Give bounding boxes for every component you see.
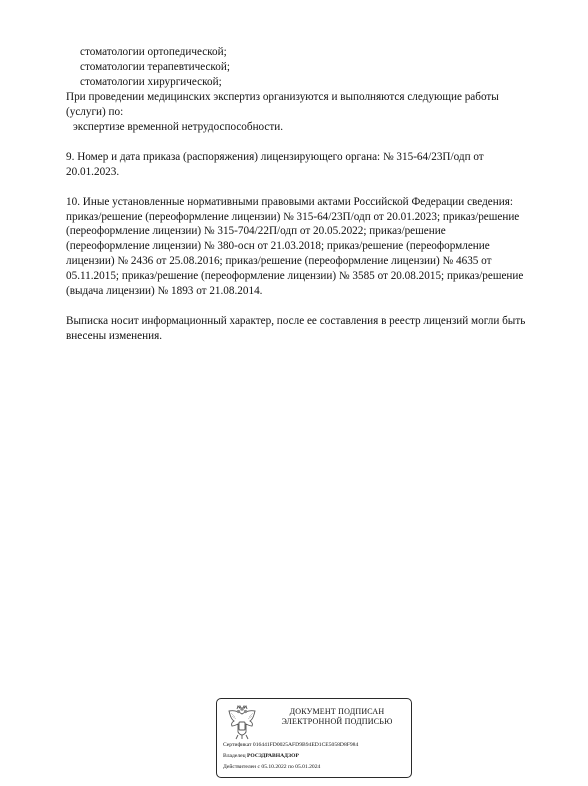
text-line: стоматологии хирургической; — [80, 76, 222, 88]
text-line: (переоформление лицензии) № 315-704/22П/одп от 20.05.2022; приказ/решение — [66, 225, 446, 237]
certificate-label: Сертификат — [223, 742, 252, 748]
text-line: Выписка носит информационный характер, после ее составления в реестр лицензий могли быть — [66, 315, 526, 327]
text-line: При проведении медицинских экспертиз организуются и выполняются следующие работы — [66, 91, 499, 103]
certificate-value: 016441FD0025AFD9B94ED1CE5058D8F984 — [252, 742, 359, 748]
text-line: (переоформление лицензии) № 380-осн от 21.03.2018; приказ/решение (переоформление — [66, 240, 490, 252]
text-line: 05.11.2015; приказ/решение (переоформление лицензии) № 3585 от 20.08.2015; приказ/решение — [66, 270, 524, 282]
text-line: внесены изменения. — [66, 330, 163, 342]
owner-line — [223, 752, 299, 760]
signature-stamp — [216, 698, 412, 778]
text-line: 20.01.2023. — [66, 166, 120, 178]
text-line: экспертизе временной нетрудоспособности. — [73, 121, 284, 133]
text-line: 10. Иные установленные нормативными правовыми актами Российской Федерации сведения: — [66, 196, 513, 208]
owner-label: Владелец — [223, 753, 246, 759]
russian-coat-of-arms-icon — [226, 705, 258, 741]
owner-value: РОСЗДРАВНАДЗОР — [247, 753, 299, 759]
stamp-subtitle: ЭЛЕКТРОННОЙ ПОДПИСЬЮ — [281, 717, 393, 726]
certificate-line — [223, 741, 358, 749]
text-line: стоматологии ортопедической; — [80, 46, 227, 58]
text-line: (услуги) по: — [66, 106, 124, 118]
stamp-title: ДОКУМЕНТ ПОДПИСАН — [289, 707, 385, 716]
validity-line: Действителен с 05.10.2022 по 05.01.2024 — [223, 764, 321, 770]
text-line: стоматологии терапевтической; — [80, 61, 230, 73]
text-line: приказ/решение (переоформление лицензии) № 315-64/23П/одп от 20.01.2023; приказ/решение — [66, 211, 520, 223]
text-line: лицензии) № 2436 от 25.08.2016; приказ/решение (переоформление лицензии) № 4635 от — [66, 255, 492, 267]
text-line: (выдача лицензии) № 1893 от 21.08.2014. — [66, 285, 263, 297]
text-line: 9. Номер и дата приказа (распоряжения) лицензирующего органа: № 315-64/23П/одп от — [66, 151, 484, 163]
